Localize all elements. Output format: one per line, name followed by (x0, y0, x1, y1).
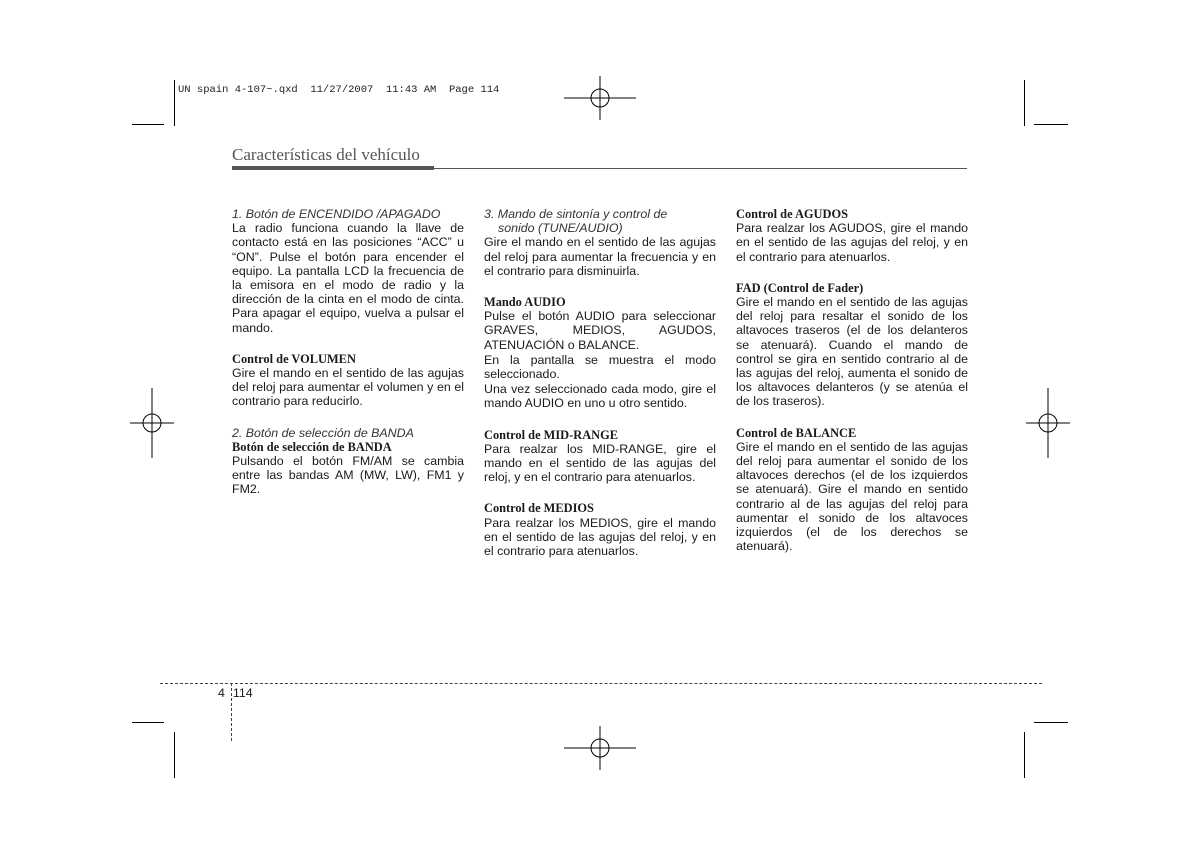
paragraph: Pulsando el botón FM/AM se cambia entre las bandas AM (MW, LW), FM1 y FM2. (232, 454, 464, 497)
heading-audio-knob: Mando AUDIO (484, 295, 566, 310)
crop-mark (1024, 80, 1025, 126)
heading-fader: FAD (Control de Fader) (736, 280, 864, 295)
paragraph: Gire el mando en el sentido de las agujas del reloj para resaltar el sonido de los altavoces traseros (el de los delanteros se atenuará). Cuando el mando de control se gira en sentido contrario al de las agujas del reloj, aumenta el sonido de los altavoces delanteros (y se atenúa el de los traseros). (736, 295, 968, 409)
column-3 (736, 207, 968, 553)
registration-mark-icon (564, 726, 636, 770)
crop-mark (174, 732, 175, 778)
paragraph: Gire el mando en el sentido de las agujas del reloj para aumentar el volumen y en el contrario para reducirlo. (232, 366, 464, 409)
paragraph: Una vez seleccionado cada modo, gire el mando AUDIO en uno u otro sentido. (484, 382, 716, 411)
paragraph: Para realzar los AGUDOS, gire el mando en el sentido de las agujas del reloj, y en el contrario para atenuarlos. (736, 221, 968, 264)
heading-balance: Control de BALANCE (736, 425, 857, 440)
paragraph: La radio funciona cuando la llave de contacto está en las posiciones “ACC” u “ON”. Pulse el botón para encender el equipo. La pantalla LCD la frecuencia de la emisora en el modo de radio y la dirección de la cinta en el modo de cinta. Para apagar el equipo, vuelva a pulsar el mando. (232, 221, 464, 335)
footer-rule (160, 683, 1042, 684)
registration-mark-icon (1026, 388, 1070, 458)
crop-mark (1034, 124, 1068, 125)
heading-tune-audio: 3. Mando de sintonía y control de (484, 207, 668, 221)
column-1 (232, 207, 464, 497)
heading-tune-audio-cont: sonido (TUNE/AUDIO) (498, 221, 623, 236)
paragraph: En la pantalla se muestra el modo seleccionado. (484, 352, 716, 382)
paragraph: Para realzar los MID-RANGE, gire el mando en el sentido de las agujas del reloj, y en el contrario para atenuarlos. (484, 441, 716, 485)
heading-volume-control: Control de VOLUMEN (232, 351, 356, 366)
crop-mark (1024, 732, 1025, 778)
crop-mark (132, 722, 164, 723)
section-title: Características del vehículo (232, 145, 420, 164)
crop-mark (132, 124, 164, 125)
paragraph: Pulse el botón AUDIO para seleccionar GRAVES, MEDIOS, AGUDOS, ATENUACIÓN o BALANCE. (484, 309, 716, 352)
page-number-value: 114 (232, 686, 253, 700)
header-rule (434, 168, 967, 169)
paragraph: Gire el mando en el sentido de las agujas del reloj para aumentar la frecuencia y en el contrario para disminuirla. (484, 235, 716, 278)
crop-mark (1034, 722, 1068, 723)
page-number (218, 686, 253, 700)
crop-mark (174, 80, 175, 126)
heading-band-button: 2. Botón de selección de BANDA (232, 425, 414, 440)
header-rule-thick (232, 166, 434, 170)
heading-mid-range: Control de MID-RANGE (484, 427, 618, 442)
paragraph: Gire el mando en el sentido de las agujas del reloj para aumentar el sonido de los altavoces derechos (el de los izquierdos se atenuará). Gire el mando en sentido contrario al de las agujas del reloj para aumentar el sonido de los altavoces izquierdos (el de los derechos se atenuará). (736, 439, 968, 554)
paragraph: Para realzar los MEDIOS, gire el mando en el sentido de las agujas del reloj, y en el contrario para atenuarlos. (484, 515, 716, 559)
subheading-band-button: Botón de selección de BANDA (232, 439, 392, 454)
registration-mark-icon (564, 76, 636, 120)
heading-medios: Control de MEDIOS (484, 501, 594, 516)
print-slug: UN spain 4-107~.qxd 11/27/2007 11:43 AM Page 114 (178, 84, 500, 96)
heading-power-button: 1. Botón de ENCENDIDO /APAGADO (232, 207, 441, 221)
chapter-number: 4 (218, 686, 225, 700)
registration-mark-icon (130, 388, 174, 458)
column-2 (484, 207, 716, 558)
heading-treble: Control de AGUDOS (736, 207, 848, 221)
